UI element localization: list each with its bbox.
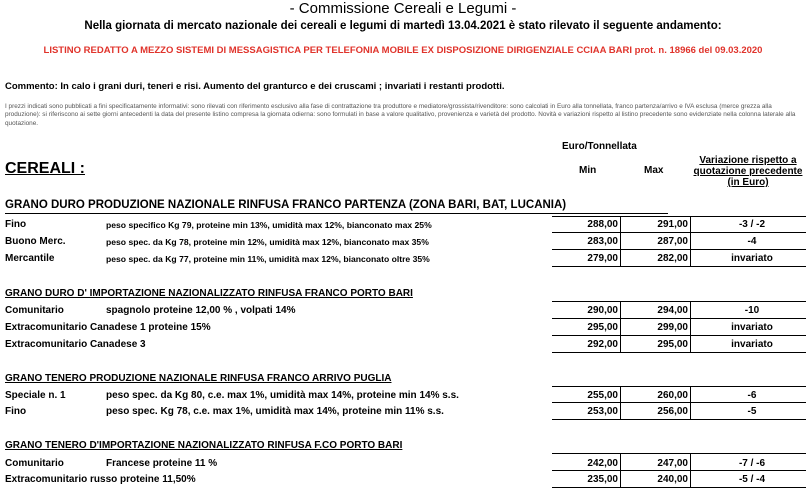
price-max: 291,00 <box>657 219 688 230</box>
row-desc: peso spec. da Kg 78, proteine min 12%, umidità max 12%, bianconato max 35% <box>106 237 429 247</box>
price-variation: -5 <box>747 406 757 417</box>
price-min: 235,00 <box>587 474 618 485</box>
section-title: GRANO TENERO D'IMPORTAZIONE NAZIONALIZZATO RINFUSA F.CO PORTO BARI <box>5 440 403 451</box>
grid-line <box>690 301 691 352</box>
section-title: GRANO TENERO PRODUZIONE NAZIONALE RINFUSA FRANCO ARRIVO PUGLIA <box>5 373 392 384</box>
row-label: Extracomunitario Canadese 1 proteine 15% <box>5 322 211 333</box>
grid-line <box>620 453 621 487</box>
row-desc: peso spec. da Kg 80, c.e. max 1%, umidità max 14%, proteine min 14% s.s. <box>106 390 459 401</box>
row-label: Extracomunitario Canadese 3 <box>5 339 146 350</box>
price-variation: -3 / -2 <box>738 219 766 230</box>
grid-line <box>620 216 621 266</box>
row-label: Comunitario <box>5 305 64 316</box>
price-max: 260,00 <box>657 390 688 401</box>
row-label: Buono Merc. <box>5 236 66 247</box>
row-label: Fino <box>5 406 27 417</box>
row-label: Comunitario <box>5 458 64 469</box>
price-max: 256,00 <box>657 406 688 417</box>
section-underline <box>5 213 668 214</box>
price-min: 292,00 <box>587 339 618 350</box>
disclaimer-notes: I prezzi indicati sono pubblicati a fini specificatamente informativi: sono rilevati con riferimento esclusivo alla fase di contrattazione tra produttore e mediatore/grossista/rivenditore: sono calcolati in Euro alla tonnellata, franco partenza/arrivo e IVA esclusa (merce grezza alla produzione): si riferiscono ai sette giorni antecedenti la data del presente listino compresa la giornata odierna: sono formulati in base a valore qualitativo, provenienza e varietà del prodotto. Novità e variazioni rispetto al listino precedente sono evidenziate nella colonna laterale alla quotazione. <box>5 103 796 127</box>
price-min: 279,00 <box>587 253 618 264</box>
price-variation: invariato <box>731 253 773 264</box>
price-min: 295,00 <box>587 322 618 333</box>
row-desc: Francese proteine 11 % <box>106 458 218 469</box>
grid-line <box>552 487 806 488</box>
price-variation: -5 / -4 <box>738 474 766 485</box>
price-variation: invariato <box>731 339 773 350</box>
market-comment: Commento: In calo i grani duri, teneri e risi. Aumento del granturco e dei cruscami ; invariati i restanti prodotti. <box>5 81 505 92</box>
price-max: 247,00 <box>657 458 688 469</box>
row-label: Speciale n. 1 <box>5 390 66 401</box>
price-min: 253,00 <box>587 406 618 417</box>
price-max: 294,00 <box>657 305 688 316</box>
page-title: - Commissione Cereali e Legumi - <box>289 0 517 17</box>
price-variation: invariato <box>731 322 773 333</box>
price-min: 283,00 <box>587 236 618 247</box>
price-variation: -7 / -6 <box>738 458 766 469</box>
grid-line <box>690 216 691 266</box>
red-notice: LISTINO REDATTO A MEZZO SISTEMI DI MESSAGISTICA PER TELEFONIA MOBILE EX DISPOSIZIONE DIRIGENZIALE CCIAA BARI prot. n. 18966 del 09.03.2020 <box>43 45 763 56</box>
price-min: 242,00 <box>587 458 618 469</box>
price-variation: -6 <box>747 390 757 401</box>
price-min: 288,00 <box>587 219 618 230</box>
row-label: Fino <box>5 219 27 230</box>
price-max: 287,00 <box>657 236 688 247</box>
grid-line <box>552 402 806 403</box>
price-variation: -4 <box>747 236 757 247</box>
unit-header: Euro/Tonnellata <box>562 141 637 152</box>
grid-line <box>552 386 806 387</box>
price-max: 282,00 <box>657 253 688 264</box>
grid-line <box>552 249 806 250</box>
variation-header: Variazione rispetto a quotazione precedente (in Euro) <box>693 155 803 188</box>
grid-line <box>552 419 806 420</box>
row-desc: peso spec. Kg 78, c.e. max 1%, umidità max 14%, proteine min 11% s.s. <box>106 406 444 417</box>
grid-line <box>552 318 806 319</box>
row-label: Mercantile <box>5 253 55 264</box>
grid-line <box>552 266 806 267</box>
min-header: Min <box>579 165 597 176</box>
section-title: GRANO DURO PRODUZIONE NAZIONALE RINFUSA FRANCO PARTENZA (ZONA BARI, BAT, LUCANIA) <box>5 199 567 211</box>
grid-line <box>552 216 806 217</box>
grid-line <box>552 335 806 336</box>
row-label: Extracomunitario russo proteine 11,50% <box>5 474 196 485</box>
max-header: Max <box>644 165 664 176</box>
section-title: GRANO DURO D' IMPORTAZIONE NAZIONALIZZATO RINFUSA FRANCO PORTO BARI <box>5 288 413 299</box>
grid-line <box>690 386 691 419</box>
price-max: 299,00 <box>657 322 688 333</box>
grid-line <box>552 453 806 454</box>
price-min: 255,00 <box>587 390 618 401</box>
grid-line <box>620 301 621 352</box>
grid-line <box>690 453 691 487</box>
price-min: 290,00 <box>587 305 618 316</box>
grid-line <box>552 352 806 353</box>
row-desc: spagnolo proteine 12,00 % , volpati 14% <box>106 305 296 316</box>
price-max: 240,00 <box>657 474 688 485</box>
row-desc: peso spec. da Kg 77, proteine min 11%, umidità max 12%, bianconato oltre 35% <box>106 254 430 264</box>
grid-line <box>620 386 621 419</box>
page-subtitle: Nella giornata di mercato nazionale dei cereali e legumi di martedì 13.04.2021 è stato rilevato il seguente andamento: <box>84 20 722 32</box>
category-title: CEREALI : <box>5 160 85 177</box>
grid-line <box>552 470 806 471</box>
price-max: 295,00 <box>657 339 688 350</box>
price-variation: -10 <box>744 305 760 316</box>
grid-line <box>552 301 806 302</box>
grid-line <box>552 232 806 233</box>
row-desc: peso specifico Kg 79, proteine min 13%, umidità max 12%, bianconato max 25% <box>106 220 432 230</box>
